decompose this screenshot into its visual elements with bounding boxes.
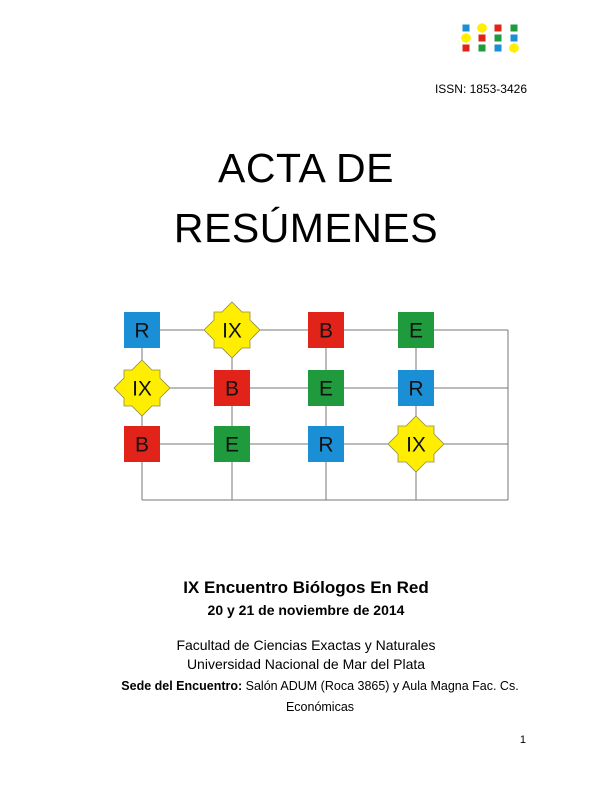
tile-r bbox=[398, 370, 434, 406]
svg-text:IX: IX bbox=[222, 319, 242, 343]
tile-b bbox=[214, 370, 250, 406]
corner-tile-r bbox=[463, 25, 470, 32]
svg-text:R: R bbox=[318, 433, 334, 457]
svg-text:E: E bbox=[224, 433, 240, 457]
venue-label: Sede del Encuentro: bbox=[121, 679, 243, 693]
tile-ix bbox=[388, 416, 444, 472]
tile-e bbox=[398, 312, 434, 348]
corner-tile-r bbox=[511, 35, 518, 42]
venue-info bbox=[100, 676, 540, 718]
corner-tile-r bbox=[495, 45, 502, 52]
grid-lines bbox=[142, 330, 508, 500]
page-title bbox=[0, 138, 612, 258]
svg-text:R: R bbox=[408, 377, 424, 401]
title-line-2: RESÚMENES bbox=[173, 205, 439, 251]
corner-tile-ix bbox=[509, 43, 519, 53]
svg-text:B: B bbox=[224, 377, 240, 401]
corner-tile-b bbox=[463, 45, 470, 52]
logo-grid-diagram bbox=[106, 300, 516, 510]
svg-text:R: R bbox=[134, 319, 150, 343]
faculty-name: Facultad de Ciencias Exactas y Naturales bbox=[176, 637, 436, 653]
event-name: IX Encuentro Biólogos En Red bbox=[183, 578, 429, 597]
corner-tile-b bbox=[495, 25, 502, 32]
issn-number: ISSN: 1853-3426 bbox=[434, 82, 527, 96]
event-dates: 20 y 21 de noviembre de 2014 bbox=[207, 602, 405, 618]
tile-ix bbox=[114, 360, 170, 416]
svg-text:E: E bbox=[408, 319, 424, 343]
svg-text:B: B bbox=[318, 319, 334, 343]
svg-text:B: B bbox=[134, 433, 150, 457]
svg-text:IX: IX bbox=[406, 433, 426, 457]
corner-tile-ix bbox=[477, 23, 487, 33]
corner-tile-e bbox=[479, 45, 486, 52]
corner-tile-b bbox=[479, 35, 486, 42]
tile-b bbox=[124, 426, 160, 462]
page-number: 1 bbox=[519, 734, 526, 746]
corner-tile-ix bbox=[461, 33, 471, 43]
svg-text:E: E bbox=[318, 377, 334, 401]
tile-e bbox=[308, 370, 344, 406]
tile-r bbox=[308, 426, 344, 462]
svg-text:IX: IX bbox=[132, 377, 152, 401]
corner-logo-mark bbox=[460, 22, 528, 56]
venue-text: Salón ADUM (Roca 3865) y Aula Magna Fac. Cs. Económicas bbox=[245, 679, 519, 714]
tile-r bbox=[124, 312, 160, 348]
corner-tile-e bbox=[511, 25, 518, 32]
tile-e bbox=[214, 426, 250, 462]
university-name: Universidad Nacional de Mar del Plata bbox=[186, 656, 426, 672]
tile-ix bbox=[204, 302, 260, 358]
tile-b bbox=[308, 312, 344, 348]
corner-tile-e bbox=[495, 35, 502, 42]
title-line-1: ACTA DE bbox=[218, 145, 394, 191]
